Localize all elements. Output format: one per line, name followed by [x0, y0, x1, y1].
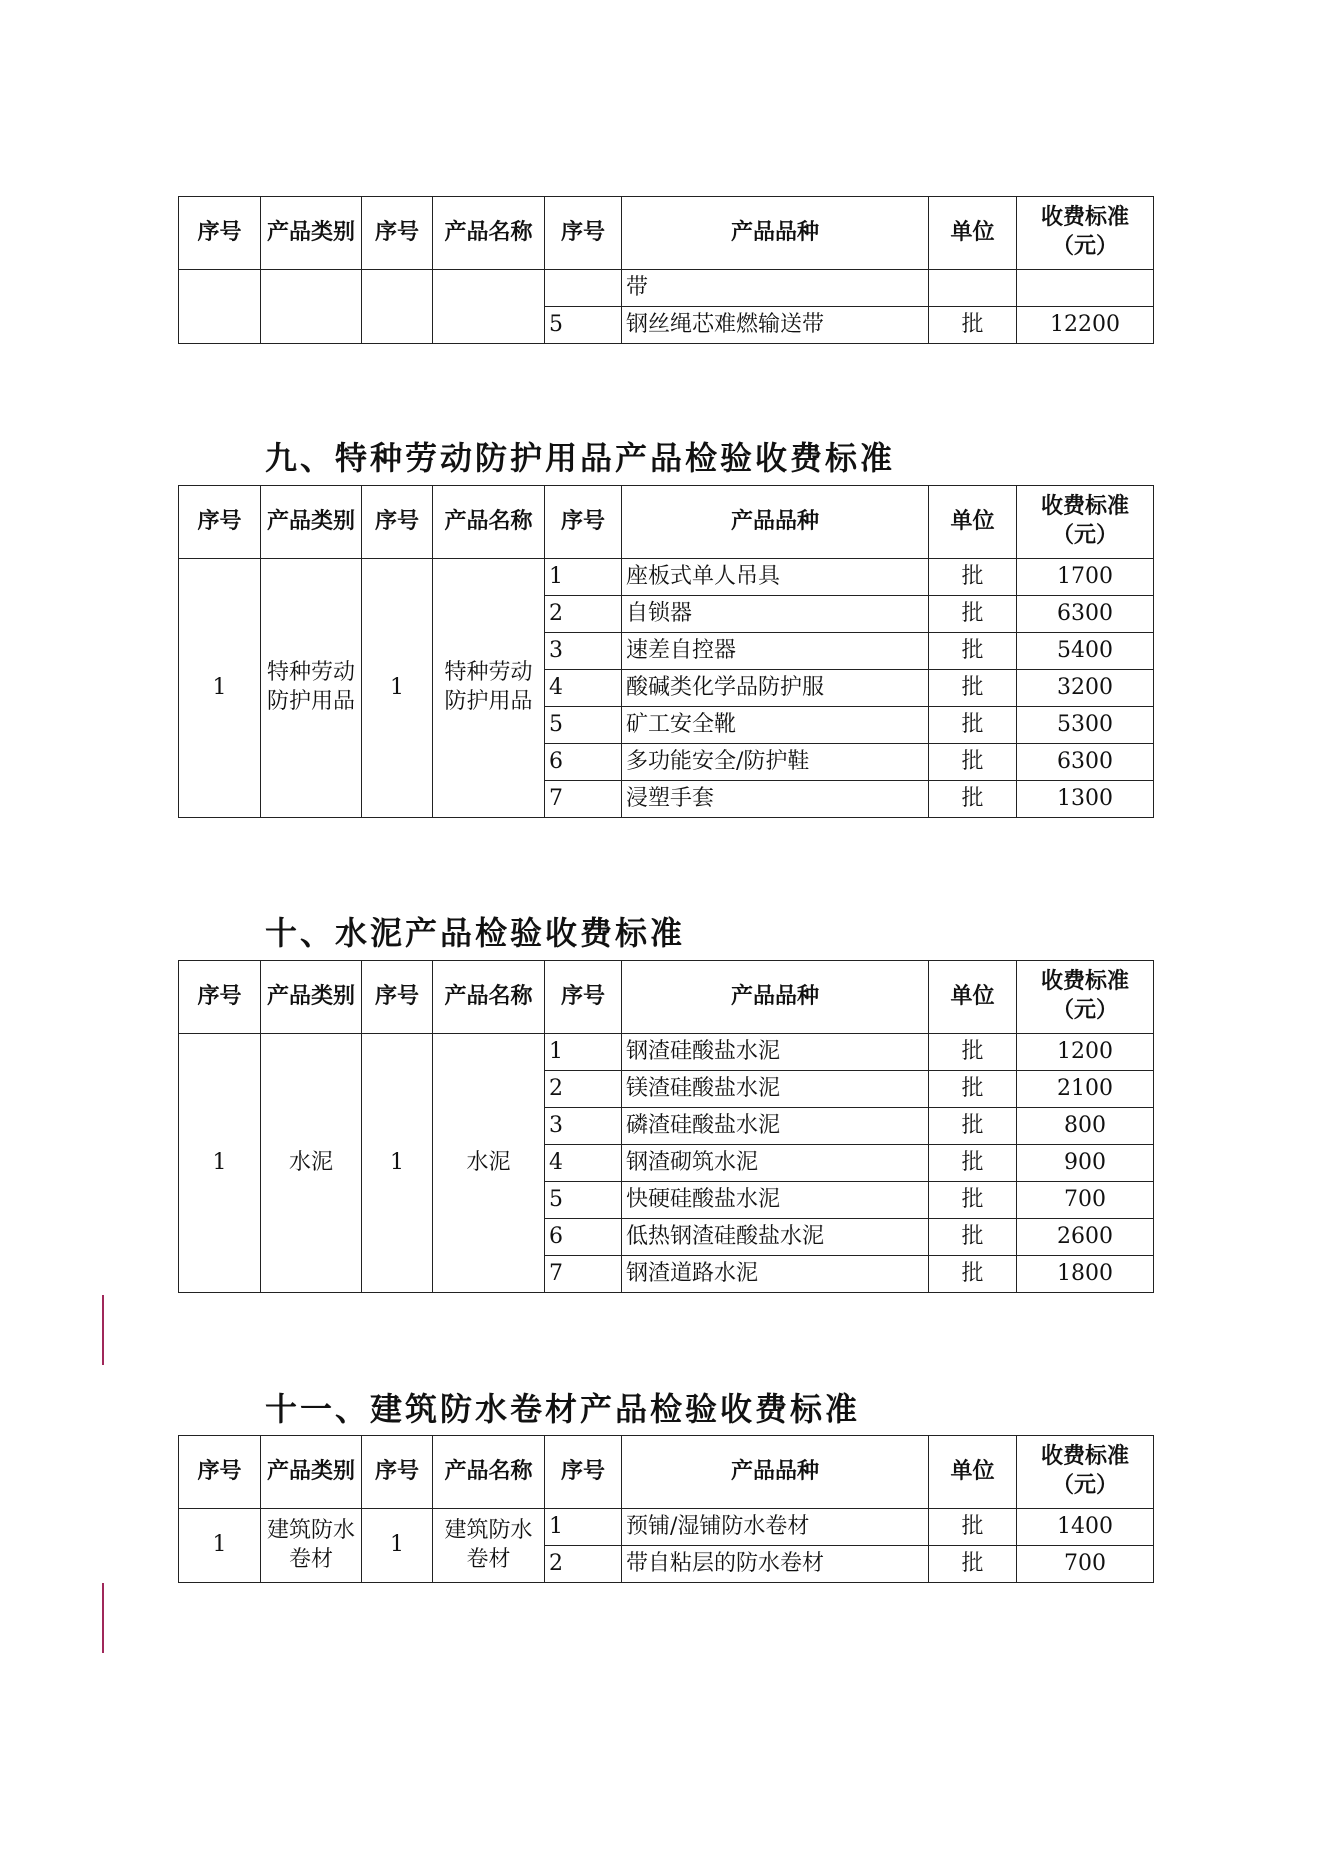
- header-fee: [1017, 197, 1154, 270]
- name-seq-cell: 1: [362, 1509, 433, 1583]
- variety-seq-cell: 5: [545, 707, 622, 744]
- unit-cell: 批: [929, 670, 1017, 707]
- variety-cell: 速差自控器: [622, 633, 929, 670]
- unit-cell: 批: [929, 1071, 1017, 1108]
- header-fee-line1: 收费标准: [1040, 969, 1129, 995]
- unit-cell: 批: [929, 596, 1017, 633]
- header-fee: [1017, 486, 1154, 559]
- name-cell: 水泥: [433, 1034, 545, 1293]
- fee-cell: [1017, 270, 1154, 307]
- variety-seq-cell: 6: [545, 1219, 622, 1256]
- header-fee: [1017, 1436, 1154, 1509]
- fee-cell: 1400: [1017, 1509, 1154, 1546]
- variety-cell: 矿工安全靴: [622, 707, 929, 744]
- variety-seq-cell: 7: [545, 781, 622, 818]
- name-cell: 特种劳动防护用品: [433, 559, 545, 818]
- unit-cell: 批: [929, 633, 1017, 670]
- header-category: 产品类别: [261, 197, 362, 270]
- header-variety: 产品品种: [622, 486, 929, 559]
- variety-seq-cell: 1: [545, 1509, 622, 1546]
- category-seq-cell: 1: [179, 559, 261, 818]
- unit-cell: 批: [929, 1034, 1017, 1071]
- fee-cell: 5400: [1017, 633, 1154, 670]
- variety-cell: 多功能安全/防护鞋: [622, 744, 929, 781]
- fee-cell: 2600: [1017, 1219, 1154, 1256]
- variety-seq-cell: 3: [545, 633, 622, 670]
- table-header-row: [179, 961, 1154, 1034]
- name-cell: [433, 270, 545, 344]
- fee-cell: 2100: [1017, 1071, 1154, 1108]
- unit-cell: 批: [929, 1509, 1017, 1546]
- unit-cell: 批: [929, 781, 1017, 818]
- fee-cell: 700: [1017, 1546, 1154, 1583]
- variety-cell: 磷渣硅酸盐水泥: [622, 1108, 929, 1145]
- unit-cell: 批: [929, 1256, 1017, 1293]
- variety-cell: 带: [622, 270, 929, 307]
- header-unit: 单位: [929, 486, 1017, 559]
- header-fee-line1: 收费标准: [1040, 1444, 1129, 1470]
- header-seq: 序号: [545, 961, 622, 1034]
- header-fee-line1: 收费标准: [1040, 494, 1129, 520]
- unit-cell: 批: [929, 307, 1017, 344]
- header-seq: 序号: [545, 486, 622, 559]
- variety-seq-cell: 2: [545, 1546, 622, 1583]
- table-row: [179, 1034, 1154, 1071]
- unit-cell: 批: [929, 559, 1017, 596]
- category-cell: 特种劳动防护用品: [261, 559, 362, 818]
- section-9-table-block: [178, 485, 1153, 818]
- variety-cell: 自锁器: [622, 596, 929, 633]
- table-row: [179, 270, 1154, 307]
- header-variety: 产品品种: [622, 961, 929, 1034]
- variety-seq-cell: 2: [545, 1071, 622, 1108]
- name-seq-cell: 1: [362, 559, 433, 818]
- variety-cell: 钢渣砌筑水泥: [622, 1145, 929, 1182]
- unit-cell: 批: [929, 1108, 1017, 1145]
- table-header-row: [179, 197, 1154, 270]
- name-cell: 建筑防水卷材: [433, 1509, 545, 1583]
- category-cell: 建筑防水卷材: [261, 1509, 362, 1583]
- continued-table-block: [178, 196, 1153, 344]
- fee-cell: 3200: [1017, 670, 1154, 707]
- header-category: 产品类别: [261, 1436, 362, 1509]
- header-seq: 序号: [179, 197, 261, 270]
- unit-cell: 批: [929, 1145, 1017, 1182]
- header-seq: 序号: [179, 486, 261, 559]
- section-11-title: 十一、建筑防水卷材产品检验收费标准: [265, 1390, 861, 1428]
- fee-cell: 1300: [1017, 781, 1154, 818]
- category-seq-cell: 1: [179, 1034, 261, 1293]
- variety-seq-cell: [545, 270, 622, 307]
- category-cell: 水泥: [261, 1034, 362, 1293]
- section-11-table-block: [178, 1435, 1153, 1583]
- header-seq: 序号: [545, 1436, 622, 1509]
- continued-fee-table: [178, 196, 1154, 344]
- variety-cell: 快硬硅酸盐水泥: [622, 1182, 929, 1219]
- header-unit: 单位: [929, 197, 1017, 270]
- variety-seq-cell: 4: [545, 670, 622, 707]
- fee-cell: 1700: [1017, 559, 1154, 596]
- header-fee: [1017, 961, 1154, 1034]
- variety-seq-cell: 2: [545, 596, 622, 633]
- section-9-fee-table: [178, 485, 1154, 818]
- unit-cell: 批: [929, 1546, 1017, 1583]
- section-11-fee-table: [178, 1435, 1154, 1583]
- variety-cell: 酸碱类化学品防护服: [622, 670, 929, 707]
- variety-seq-cell: 7: [545, 1256, 622, 1293]
- header-category: 产品类别: [261, 961, 362, 1034]
- variety-seq-cell: 5: [545, 307, 622, 344]
- header-product-name: 产品名称: [433, 961, 545, 1034]
- unit-cell: 批: [929, 744, 1017, 781]
- table-row: [179, 559, 1154, 596]
- section-9-title: 九、特种劳动防护用品产品检验收费标准: [265, 439, 896, 477]
- fee-cell: 12200: [1017, 307, 1154, 344]
- variety-seq-cell: 4: [545, 1145, 622, 1182]
- table-header-row: [179, 1436, 1154, 1509]
- name-seq-cell: 1: [362, 1034, 433, 1293]
- header-fee-line2: （元）: [1051, 1473, 1118, 1498]
- fee-cell: 900: [1017, 1145, 1154, 1182]
- category-seq-cell: [179, 270, 261, 344]
- variety-cell: 钢渣硅酸盐水泥: [622, 1034, 929, 1071]
- header-seq: 序号: [362, 197, 433, 270]
- header-seq: 序号: [545, 197, 622, 270]
- fee-cell: 1200: [1017, 1034, 1154, 1071]
- margin-revision-mark: [102, 1295, 104, 1365]
- margin-revision-mark: [102, 1583, 104, 1653]
- header-seq: 序号: [362, 486, 433, 559]
- variety-cell: 预铺/湿铺防水卷材: [622, 1509, 929, 1546]
- unit-cell: 批: [929, 707, 1017, 744]
- fee-cell: 6300: [1017, 596, 1154, 633]
- header-product-name: 产品名称: [433, 197, 545, 270]
- variety-seq-cell: 6: [545, 744, 622, 781]
- variety-cell: 镁渣硅酸盐水泥: [622, 1071, 929, 1108]
- header-unit: 单位: [929, 1436, 1017, 1509]
- variety-cell: 钢丝绳芯难燃输送带: [622, 307, 929, 344]
- fee-cell: 700: [1017, 1182, 1154, 1219]
- category-cell: [261, 270, 362, 344]
- fee-cell: 1800: [1017, 1256, 1154, 1293]
- variety-cell: 低热钢渣硅酸盐水泥: [622, 1219, 929, 1256]
- unit-cell: 批: [929, 1219, 1017, 1256]
- header-product-name: 产品名称: [433, 486, 545, 559]
- fee-cell: 6300: [1017, 744, 1154, 781]
- table-header-row: [179, 486, 1154, 559]
- header-seq: 序号: [179, 1436, 261, 1509]
- variety-seq-cell: 5: [545, 1182, 622, 1219]
- category-seq-cell: 1: [179, 1509, 261, 1583]
- table-row: [179, 1509, 1154, 1546]
- header-seq: 序号: [362, 1436, 433, 1509]
- header-unit: 单位: [929, 961, 1017, 1034]
- variety-cell: 带自粘层的防水卷材: [622, 1546, 929, 1583]
- header-fee-line2: （元）: [1051, 998, 1118, 1023]
- header-category: 产品类别: [261, 486, 362, 559]
- unit-cell: [929, 270, 1017, 307]
- variety-cell: 钢渣道路水泥: [622, 1256, 929, 1293]
- header-fee-line1: 收费标准: [1040, 205, 1129, 231]
- variety-seq-cell: 1: [545, 559, 622, 596]
- name-seq-cell: [362, 270, 433, 344]
- header-product-name: 产品名称: [433, 1436, 545, 1509]
- unit-cell: 批: [929, 1182, 1017, 1219]
- header-variety: 产品品种: [622, 197, 929, 270]
- section-10-table-block: [178, 960, 1153, 1293]
- fee-cell: 5300: [1017, 707, 1154, 744]
- header-seq: 序号: [362, 961, 433, 1034]
- header-seq: 序号: [179, 961, 261, 1034]
- section-10-title: 十、水泥产品检验收费标准: [265, 914, 686, 952]
- section-10-fee-table: [178, 960, 1154, 1293]
- variety-seq-cell: 3: [545, 1108, 622, 1145]
- header-fee-line2: （元）: [1051, 234, 1118, 259]
- variety-seq-cell: 1: [545, 1034, 622, 1071]
- header-variety: 产品品种: [622, 1436, 929, 1509]
- fee-cell: 800: [1017, 1108, 1154, 1145]
- header-fee-line2: （元）: [1051, 523, 1118, 548]
- variety-cell: 浸塑手套: [622, 781, 929, 818]
- variety-cell: 座板式单人吊具: [622, 559, 929, 596]
